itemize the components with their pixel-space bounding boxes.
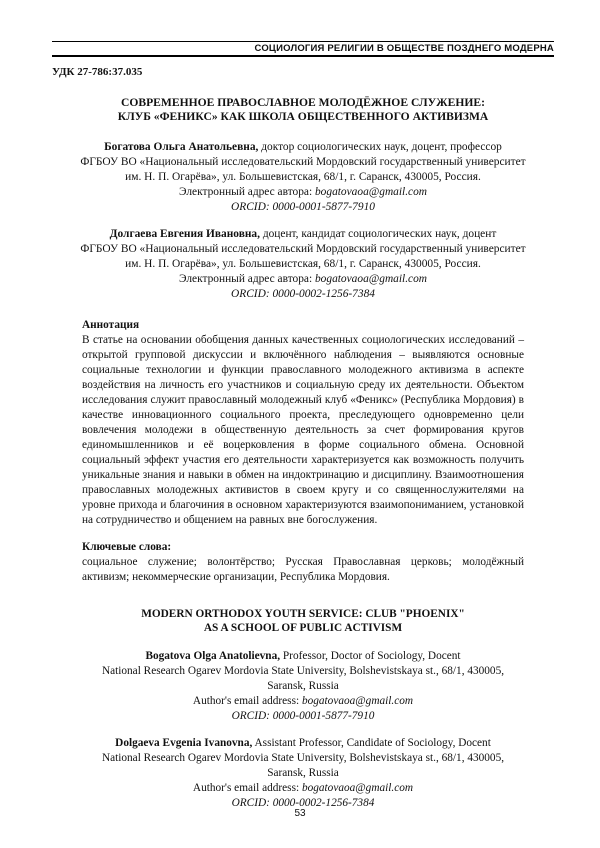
abstract-section bbox=[82, 318, 524, 528]
abstract-text: В статье на основании обобщения данных качественных социологических исследований – открытой групповой дискуссии и включённого наблюдения – выявляются основные социальные технологии и функции православного молодежного активизма в аспекте воздействия на личность его участников и социальную среду их деятельности. Объектом исследования служит православный молодежный клуб «Феникс» (Республика Мордовия) в качестве инновационного социального проекта, преследующего одновременно цели вовлечения молодежи в общественную деятельность за счет формирования кругов единомышленников и её воцерковления в форме социального обмена. Основной социальный эффект участия его деятельности характеризуется как возможность получить уникальные знания и навыки в обмен на индоктринацию и дисциплину. Взаимоотношения православных молодежных активистов в своем кругу и со священнослужителями на уровне прихода и благочиния в основном характеризуются взаимопониманием, установкой на сотрудничество и общением на равных вне богослужения. bbox=[82, 334, 524, 526]
author-orcid: ORCID: 0000-0001-5877-7910 bbox=[231, 201, 375, 213]
running-title: СОЦИОЛОГИЯ РЕЛИГИИ В ОБЩЕСТВЕ ПОЗДНЕГО МОДЕРНА bbox=[254, 43, 554, 54]
article-title bbox=[52, 96, 554, 124]
author-en-2 bbox=[52, 736, 554, 811]
page-number: 53 bbox=[294, 808, 306, 819]
author-email[interactable]: bogatovaoa@gmail.com bbox=[301, 695, 414, 707]
author-degree: Professor, Doctor of Sociology, Docent bbox=[280, 650, 461, 662]
author-name: Долгаева Евгения Ивановна, bbox=[109, 228, 260, 240]
keywords-heading: Ключевые слова: bbox=[82, 541, 172, 553]
author-affiliation-2: им. Н. П. Огарёва», ул. Большевистская, 68/1, г. Саранск, 430005, Россия. bbox=[125, 171, 481, 183]
author-affiliation-2: им. Н. П. Огарёва», ул. Большевистская, 68/1, г. Саранск, 430005, Россия. bbox=[125, 258, 481, 270]
author-orcid: ORCID: 0000-0002-1256-7384 bbox=[231, 288, 375, 300]
email-label: Электронный адрес автора: bbox=[178, 186, 315, 198]
title-line-1: СОВРЕМЕННОЕ ПРАВОСЛАВНОЕ МОЛОДЁЖНОЕ СЛУЖЕНИЕ: bbox=[120, 96, 486, 109]
author-orcid: ORCID: 0000-0001-5877-7910 bbox=[231, 710, 375, 722]
udk-code: УДК 27-786:37.035 bbox=[52, 66, 143, 78]
author-name: Bogatova Olga Anatolievna, bbox=[145, 650, 281, 662]
author-name: Богатова Ольга Анатольевна, bbox=[104, 141, 259, 153]
title-line-2: КЛУБ «ФЕНИКС» КАК ШКОЛА ОБЩЕСТВЕННОГО АКТИВИЗМА bbox=[117, 110, 489, 123]
author-email[interactable]: bogatovaoa@gmail.com bbox=[301, 782, 414, 794]
author-email[interactable]: bogatovaoa@gmail.com bbox=[314, 186, 428, 198]
email-label: Author's email address: bbox=[192, 782, 302, 794]
author-name: Dolgaeva Evgenia Ivanovna, bbox=[115, 737, 253, 749]
keywords-text: социальное служение; волонтёрство; Русская Православная церковь; молодёжный активизм; некоммерческие организации, Республика Мордовия. bbox=[82, 556, 524, 583]
keywords-section bbox=[82, 540, 524, 585]
author-affiliation-2: Saransk, Russia bbox=[267, 767, 339, 779]
email-label: Author's email address: bbox=[192, 695, 302, 707]
author-affiliation: National Research Ogarev Mordovia State University, Bolshevistskaya st., 68/1, 430005, bbox=[101, 752, 505, 764]
author-ru-1 bbox=[52, 140, 554, 215]
title-en-line-2: AS A SCHOOL OF PUBLIC ACTIVISM bbox=[203, 622, 403, 634]
running-header bbox=[52, 41, 554, 57]
author-degree: доктор социологических наук, доцент, профессор bbox=[258, 141, 502, 153]
author-ru-2 bbox=[52, 227, 554, 302]
article-page bbox=[52, 56, 554, 811]
author-orcid: ORCID: 0000-0002-1256-7384 bbox=[231, 797, 375, 809]
abstract-heading: Аннотация bbox=[82, 319, 140, 331]
author-degree: доцент, кандидат социологических наук, доцент bbox=[259, 228, 497, 240]
author-degree: Assistant Professor, Candidate of Sociology, Docent bbox=[252, 737, 491, 749]
author-email[interactable]: bogatovaoa@gmail.com bbox=[314, 273, 428, 285]
author-affiliation: ФГБОУ ВО «Национальный исследовательский Мордовский государственный университет bbox=[80, 156, 526, 168]
author-en-1 bbox=[52, 649, 554, 724]
author-affiliation: ФГБОУ ВО «Национальный исследовательский Мордовский государственный университет bbox=[80, 243, 526, 255]
author-affiliation: National Research Ogarev Mordovia State University, Bolshevistskaya st., 68/1, 430005, bbox=[101, 665, 505, 677]
article-title-en bbox=[52, 607, 554, 635]
title-en-line-1: MODERN ORTHODOX YOUTH SERVICE: CLUB "PHOENIX" bbox=[141, 608, 465, 620]
email-label: Электронный адрес автора: bbox=[178, 273, 315, 285]
author-affiliation-2: Saransk, Russia bbox=[267, 680, 339, 692]
